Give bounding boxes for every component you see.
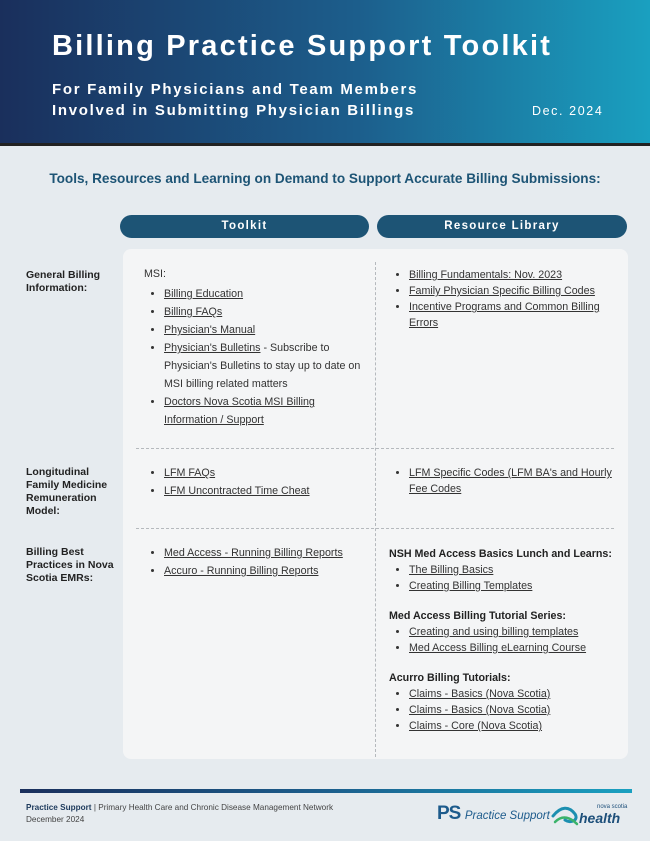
list-item bbox=[409, 267, 619, 283]
page-subtitle bbox=[52, 79, 418, 121]
link-lfm-specific-codes[interactable]: LFM Specific Codes (LFM BA's and Hourly Fee Codes bbox=[409, 467, 612, 495]
link-claims-basics-2[interactable]: Claims - Basics (Nova Scotia) bbox=[409, 704, 551, 716]
footer-date: December 2024 bbox=[26, 815, 85, 824]
toolkit-list bbox=[144, 544, 372, 580]
row-divider bbox=[136, 528, 614, 529]
resource-group bbox=[389, 608, 619, 656]
list-item bbox=[164, 393, 366, 429]
link-claims-basics-1[interactable]: Claims - Basics (Nova Scotia) bbox=[409, 688, 551, 700]
library-list bbox=[389, 624, 619, 656]
toolkit-emr bbox=[144, 544, 372, 580]
group-heading-med-access-tutorials: Med Access Billing Tutorial Series: bbox=[389, 610, 566, 622]
nsh-logo-word: health bbox=[579, 810, 621, 826]
library-emr bbox=[389, 546, 619, 748]
link-billing-fundamentals[interactable]: Billing Fundamentals: Nov. 2023 bbox=[409, 269, 563, 281]
row-label-lfm: Longitudinal Family Medicine Remuneration Model: bbox=[26, 466, 108, 517]
footer-rule bbox=[20, 789, 632, 793]
link-lfm-faqs[interactable]: LFM FAQs bbox=[164, 467, 216, 479]
row-divider bbox=[136, 448, 614, 449]
link-physicians-bulletins[interactable]: Physician's Bulletins bbox=[164, 342, 261, 354]
library-general-billing bbox=[389, 267, 619, 331]
footer-line-1 bbox=[26, 802, 333, 814]
list-item bbox=[164, 544, 372, 562]
resource-group bbox=[389, 546, 619, 594]
list-item bbox=[164, 339, 366, 393]
link-creating-using-templates[interactable]: Creating and using billing templates bbox=[409, 626, 579, 638]
practice-support-logo bbox=[437, 803, 550, 825]
link-billing-education[interactable]: Billing Education bbox=[164, 288, 244, 300]
ps-logo-mark: PS bbox=[437, 803, 461, 824]
list-item bbox=[409, 299, 619, 331]
link-physicians-manual[interactable]: Physician's Manual bbox=[164, 324, 256, 336]
toolkit-lfm bbox=[144, 464, 366, 500]
footer-org-rest: Primary Health Care and Chronic Disease Management Network bbox=[98, 803, 334, 812]
nova-scotia-health-logo bbox=[551, 798, 629, 828]
msi-lead: MSI: bbox=[144, 268, 166, 280]
row-label-emr: Billing Best Practices in Nova Scotia EMRs: bbox=[26, 546, 114, 584]
link-lfm-uncontracted[interactable]: LFM Uncontracted Time Cheat bbox=[164, 485, 310, 497]
footer-org-bold: Practice Support bbox=[26, 803, 92, 812]
list-item bbox=[164, 562, 372, 580]
list-item bbox=[409, 562, 619, 578]
link-med-access-reports[interactable]: Med Access - Running Billing Reports bbox=[164, 547, 343, 559]
list-item bbox=[164, 303, 366, 321]
bulletins-description: - Subscribe to Physician's Bulletins to stay up to date on MSI billing related matters bbox=[164, 342, 361, 390]
row-label-general-billing: General Billing Information: bbox=[26, 269, 101, 294]
list-item bbox=[409, 283, 619, 299]
footer-separator: | bbox=[93, 803, 96, 812]
link-billing-faqs[interactable]: Billing FAQs bbox=[164, 306, 223, 318]
subtitle-line-2: Involved in Submitting Physician Billings bbox=[52, 102, 416, 119]
resource-group bbox=[389, 670, 619, 734]
ps-logo-word: Practice Support bbox=[464, 810, 550, 822]
library-list bbox=[389, 267, 619, 331]
list-item bbox=[409, 686, 619, 702]
group-heading-nsh-lunch-learns: NSH Med Access Basics Lunch and Learns: bbox=[389, 548, 612, 560]
link-creating-templates[interactable]: Creating Billing Templates bbox=[409, 580, 533, 592]
library-list bbox=[389, 562, 619, 594]
link-billing-basics[interactable]: The Billing Basics bbox=[409, 564, 494, 576]
list-item bbox=[409, 702, 619, 718]
list-item bbox=[409, 624, 619, 640]
column-divider bbox=[375, 262, 376, 757]
nsh-logo-small: nova scotia bbox=[597, 804, 628, 810]
library-list bbox=[389, 465, 614, 497]
link-family-physician-codes[interactable]: Family Physician Specific Billing Codes bbox=[409, 285, 595, 297]
footer-credit bbox=[26, 802, 333, 826]
header-rule bbox=[0, 143, 650, 146]
library-lfm bbox=[389, 465, 614, 497]
column-header-resource-library: Resource Library bbox=[377, 215, 627, 238]
subtitle-line-1: For Family Physicians and Team Members bbox=[52, 81, 419, 98]
list-item bbox=[164, 321, 366, 339]
link-doctors-ns-msi[interactable]: Doctors Nova Scotia MSI Billing Information / Support bbox=[164, 396, 315, 426]
list-item bbox=[409, 578, 619, 594]
list-item bbox=[409, 718, 619, 734]
link-incentive-programs[interactable]: Incentive Programs and Common Billing Errors bbox=[409, 301, 600, 329]
list-item bbox=[409, 640, 619, 656]
link-claims-core[interactable]: Claims - Core (Nova Scotia) bbox=[409, 720, 543, 732]
list-item bbox=[164, 464, 366, 482]
link-accuro-reports[interactable]: Accuro - Running Billing Reports bbox=[164, 565, 319, 577]
toolkit-list bbox=[144, 464, 366, 500]
list-item bbox=[409, 465, 614, 497]
page-title: Billing Practice Support Toolkit bbox=[52, 30, 553, 62]
link-med-access-elearning[interactable]: Med Access Billing eLearning Course bbox=[409, 642, 587, 654]
header-date: Dec. 2024 bbox=[532, 104, 604, 118]
library-list bbox=[389, 686, 619, 734]
column-header-toolkit: Toolkit bbox=[120, 215, 369, 238]
group-heading-accuro-tutorials: Acurro Billing Tutorials: bbox=[389, 672, 511, 684]
toolkit-general-billing bbox=[144, 265, 366, 429]
list-item bbox=[164, 482, 366, 500]
toolkit-list bbox=[144, 285, 366, 429]
tagline: Tools, Resources and Learning on Demand to Support Accurate Billing Submissions: bbox=[49, 171, 601, 186]
header-banner bbox=[0, 0, 650, 143]
list-item bbox=[164, 285, 366, 303]
